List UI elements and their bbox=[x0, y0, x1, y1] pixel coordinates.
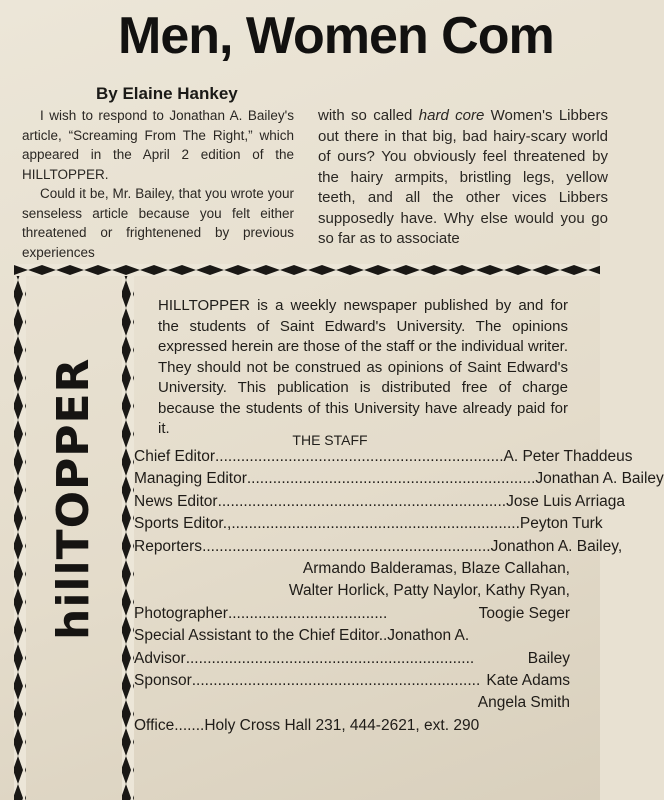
staff-continuation: Walter Horlick, Patty Naylor, Kathy Ryan, bbox=[288, 582, 570, 600]
staff-row bbox=[134, 491, 625, 513]
staff-role: Photographer bbox=[134, 604, 228, 622]
staff-heading: THE STAFF bbox=[292, 432, 368, 448]
staff-row bbox=[134, 446, 633, 468]
staff-role: Sports Editor., bbox=[134, 515, 232, 533]
staff-role: Managing Editor bbox=[134, 470, 247, 488]
staff-row bbox=[134, 603, 570, 625]
staff-row bbox=[134, 692, 570, 714]
staff-name: Bailey bbox=[527, 649, 570, 667]
staff-name: Jonathon A. Bailey, bbox=[490, 537, 623, 555]
border-divider bbox=[122, 276, 134, 800]
staff-role: Sponsor bbox=[134, 672, 192, 690]
headline: Men, Women Com bbox=[118, 7, 554, 65]
leader-dots: ................................................................... bbox=[202, 537, 491, 555]
byline: By Elaine Hankey bbox=[96, 84, 238, 103]
staff-row bbox=[134, 468, 664, 490]
staff-name: Jonathan A. Bailey bbox=[535, 470, 664, 488]
staff-office: Office.......Holy Cross Hall 231, 444-2621, ext. 290 bbox=[134, 716, 480, 734]
staff-name: Peyton Turk bbox=[519, 515, 603, 533]
staff-row bbox=[134, 648, 570, 670]
staff-row bbox=[134, 513, 603, 535]
paragraph: I wish to respond to Jonathan A. Bailey's article, “Screaming From The Right,” which appeared in the April 2 edition of the HILLTOPPER. bbox=[22, 108, 294, 182]
staff-special: Special Assistant to the Chief Editor..Jonathon A. bbox=[134, 627, 470, 645]
border-top bbox=[14, 264, 600, 276]
leader-dots: ................................................................... bbox=[231, 515, 520, 533]
staff-role: Reporters bbox=[134, 537, 203, 555]
border-left bbox=[14, 276, 26, 800]
hilltopper-logo: hillTOPPER bbox=[48, 357, 99, 640]
staff-role: Advisor bbox=[134, 649, 186, 667]
leader-dots: ................................................................... bbox=[185, 649, 475, 667]
paragraph: Could it be, Mr. Bailey, that you wrote your senseless article because you felt either threatened or frightenened by previous experiences bbox=[22, 186, 294, 260]
leader-dots: ................................................................... bbox=[214, 448, 504, 465]
staff-name: Toogie Seger bbox=[478, 604, 570, 622]
leader-dots: ................................................................... bbox=[191, 672, 481, 690]
leader-dots bbox=[134, 692, 478, 714]
staff-row bbox=[134, 670, 570, 692]
staff-role: News Editor bbox=[134, 492, 218, 510]
text-run: Women's bbox=[484, 107, 553, 124]
staff-continuation: Armando Balderamas, Blaze Callahan, bbox=[302, 560, 570, 578]
staff-role: Chief Editor bbox=[134, 448, 215, 465]
staff-name: Angela Smith bbox=[477, 694, 570, 712]
text-run: Libbers out there in that big, bad hairy-scary world of ours? You obviously feel threatened by the hairy armpits, bristling legs, yellow teeth, and all the other vices Libbers supposedly have. Why else would you go so far as to associate bbox=[318, 107, 609, 247]
leader-dots: ................................................................... bbox=[246, 470, 536, 488]
emphasis-text: hard core bbox=[418, 107, 485, 124]
leader-dots: ................................................................... bbox=[217, 492, 507, 510]
staff-list bbox=[134, 446, 664, 737]
leader-dots: ..................................... bbox=[227, 604, 388, 622]
staff-name: Jose Luis Arriaga bbox=[506, 492, 625, 510]
staff-name: Kate Adams bbox=[486, 672, 570, 690]
staff-row bbox=[134, 536, 623, 558]
publication-notice: HILLTOPPER is a weekly newspaper published by and for the students of Saint Edward's University. The opinions expressed herein are those of the staff or the individual writer. They should not be construed as opinions of Saint Edward's University. This publication is distributed free of charge because the students of this University have already paid for it. bbox=[158, 297, 568, 437]
text-run: with so called bbox=[318, 107, 419, 124]
staff-name: A. Peter Thaddeus bbox=[503, 448, 633, 465]
staff-row bbox=[134, 715, 570, 737]
